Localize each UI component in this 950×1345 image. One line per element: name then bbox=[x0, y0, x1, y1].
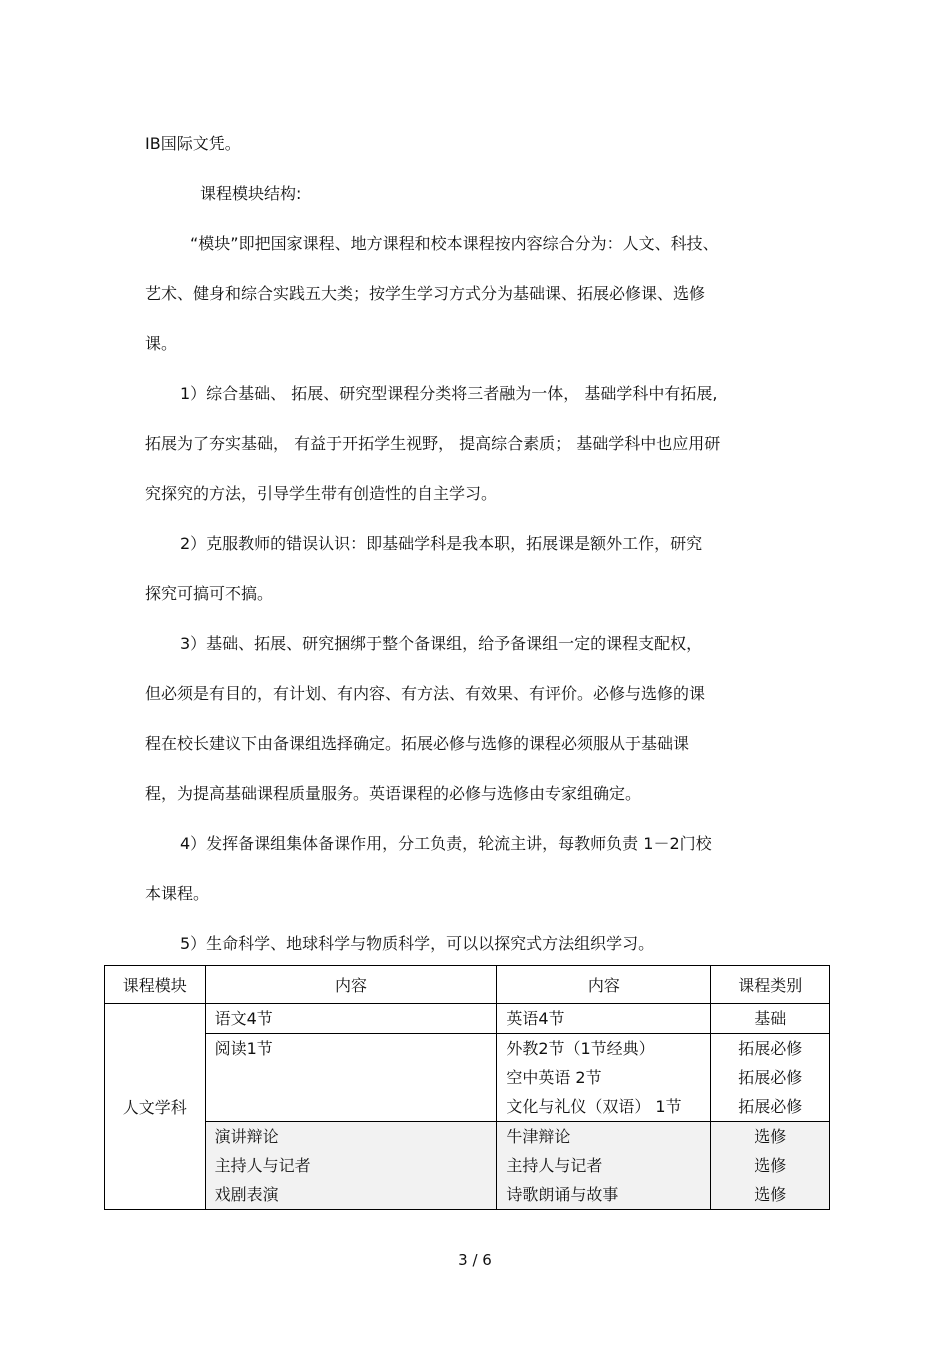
cell-text: 拓展必修 bbox=[738, 1097, 803, 1116]
paragraph-line: 3）基础、拓展、研究捆绑于整个备课组，给予备课组一定的课程支配权， bbox=[180, 634, 703, 653]
table-cell bbox=[711, 1004, 830, 1034]
paragraph-line: 究探究的方法，引导学生带有创造性的自主学习。 bbox=[145, 484, 498, 503]
paragraph-line: “模块”即把国家课程、地方课程和校本课程按内容综合分为：人文、科技、 bbox=[190, 234, 719, 253]
table-cell bbox=[497, 1034, 711, 1122]
table-cell bbox=[497, 1122, 711, 1210]
section-heading: 课程模块结构: bbox=[200, 184, 302, 203]
cell-text: 基础 bbox=[754, 1009, 787, 1028]
paragraph-line: 2）克服教师的错误认识：即基础学科是我本职，拓展课是额外工作，研究 bbox=[180, 534, 703, 553]
paragraph-line: 1）综合基础、 拓展、研究型课程分类将三者融为一体， 基础学科中有拓展, bbox=[180, 384, 718, 403]
table-cell bbox=[497, 1004, 711, 1034]
paragraph-line: IB国际文凭。 bbox=[145, 134, 241, 153]
table-cell bbox=[205, 1004, 497, 1034]
paragraph-line: 4）发挥备课组集体备课作用，分工负责，轮流主讲，每教师负责 1－2门校 bbox=[180, 834, 712, 853]
header-cell: 内容 bbox=[497, 966, 711, 1004]
header-cell: 课程模块 bbox=[105, 966, 206, 1004]
cell-text: 诗歌朗诵与故事 bbox=[506, 1185, 619, 1204]
cell-text: 空中英语 2节 bbox=[506, 1068, 602, 1087]
course-table bbox=[104, 965, 830, 1210]
paragraph-line: 探究可搞可不搞。 bbox=[145, 584, 274, 603]
page-number: 3 / 6 bbox=[458, 1251, 492, 1269]
table-cell bbox=[711, 1122, 830, 1210]
cell-text: 选修 bbox=[754, 1127, 787, 1146]
cell-text: 语文4节 bbox=[214, 1009, 273, 1028]
header-cell: 课程类别 bbox=[711, 966, 830, 1004]
table-row bbox=[105, 1034, 830, 1122]
paragraph-line: 5）生命科学、地球科学与物质科学，可以以探究式方法组织学习。 bbox=[180, 934, 655, 953]
cell-text: 英语4节 bbox=[506, 1009, 565, 1028]
cell-text: 外教2节（1节经典） bbox=[506, 1039, 655, 1058]
cell-text: 拓展必修 bbox=[738, 1039, 803, 1058]
table-cell bbox=[711, 1034, 830, 1122]
cell-text: 拓展必修 bbox=[738, 1068, 803, 1087]
cell-text: 戏剧表演 bbox=[214, 1185, 279, 1204]
cell-text: 主持人与记者 bbox=[506, 1156, 603, 1175]
paragraph-line: 拓展为了夯实基础， 有益于开拓学生视野， 提高综合素质； 基础学科中也应用研 bbox=[145, 434, 721, 453]
module-cell: 人文学科 bbox=[105, 1004, 206, 1210]
header-cell: 内容 bbox=[205, 966, 497, 1004]
paragraph-line: 本课程。 bbox=[145, 884, 210, 903]
paragraph-line: 但必须是有目的，有计划、有内容、有方法、有效果、有评价。必修与选修的课 bbox=[145, 684, 706, 703]
cell-text: 选修 bbox=[754, 1185, 787, 1204]
paragraph-line: 艺术、健身和综合实践五大类；按学生学习方式分为基础课、拓展必修课、选修 bbox=[145, 284, 706, 303]
cell-text: 主持人与记者 bbox=[214, 1156, 311, 1175]
cell-text: 文化与礼仪（双语） 1节 bbox=[506, 1097, 682, 1116]
table-cell bbox=[205, 1034, 497, 1122]
table-row bbox=[105, 1122, 830, 1210]
cell-text: 牛津辩论 bbox=[506, 1127, 571, 1146]
paragraph-line: 程，为提高基础课程质量服务。英语课程的必修与选修由专家组确定。 bbox=[145, 784, 642, 803]
cell-text: 阅读1节 bbox=[214, 1039, 273, 1058]
paragraph-line: 课。 bbox=[145, 334, 178, 353]
cell-text: 选修 bbox=[754, 1156, 787, 1175]
paragraph-line: 程在校长建议下由备课组选择确定。拓展必修与选修的课程必须服从于基础课 bbox=[145, 734, 690, 753]
table-row bbox=[105, 1004, 830, 1034]
table-header-row bbox=[105, 966, 830, 1004]
table-cell bbox=[205, 1122, 497, 1210]
cell-text: 演讲辩论 bbox=[214, 1127, 279, 1146]
